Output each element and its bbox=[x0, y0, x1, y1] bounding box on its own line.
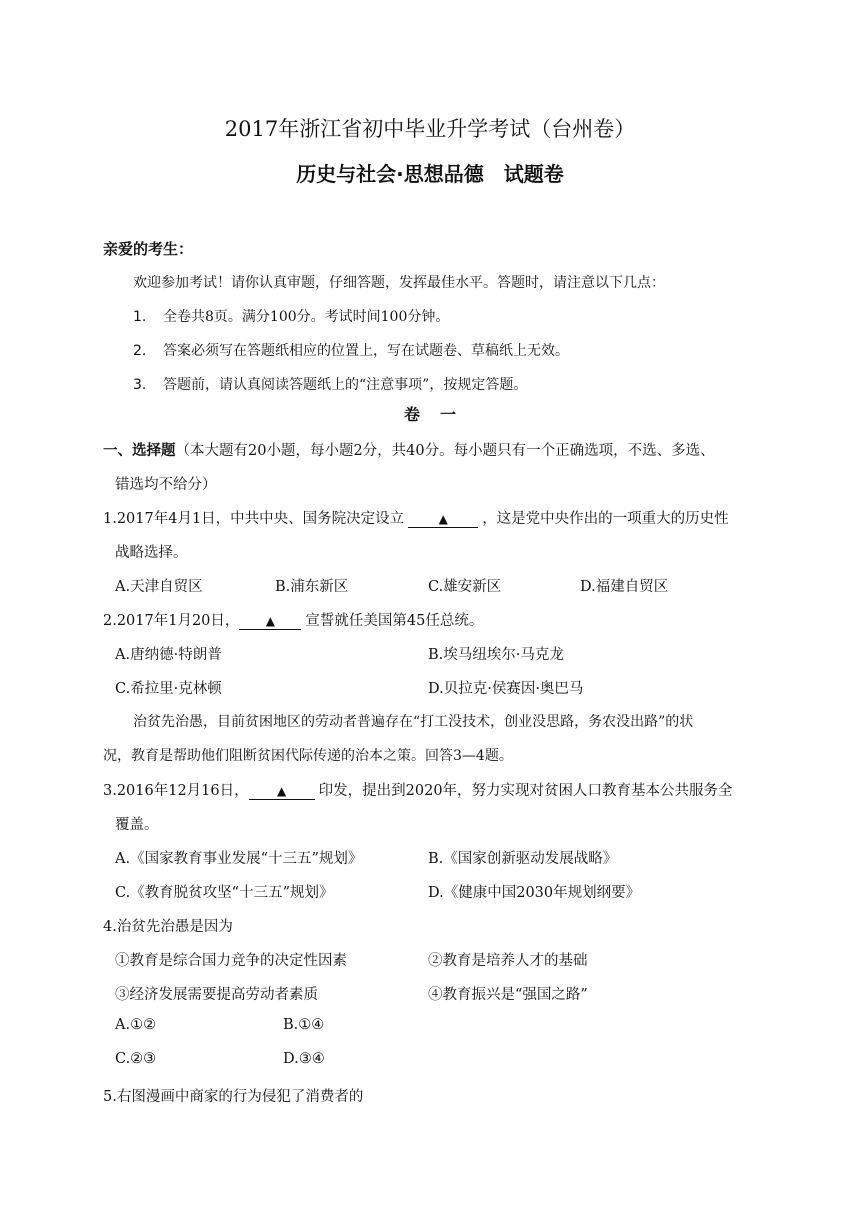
option-a: A.①② bbox=[115, 1017, 157, 1033]
question-text: ，这是党中央作出的一项重大的历史性 bbox=[482, 511, 729, 527]
question-text: 宣誓就任美国第45任总统。 bbox=[305, 613, 484, 629]
option-a: A.唐纳德·特朗普 bbox=[115, 647, 222, 663]
answer-blank: ▲ bbox=[249, 784, 315, 800]
notice-item bbox=[133, 340, 569, 360]
notice-text: 答案必须写在答题纸相应的位置上，写在试题卷、草稿纸上无效。 bbox=[163, 343, 569, 359]
question-text: 3.2016年12月16日， bbox=[103, 783, 249, 799]
question-3-stem-cont: 覆盖。 bbox=[115, 817, 159, 833]
section-description: （本大题有20小题，每小题2分，共40分。每小题只有一个正确选项，不选、多选、 bbox=[175, 443, 715, 459]
option-c: C.②③ bbox=[115, 1051, 157, 1067]
question-1-stem bbox=[103, 507, 729, 528]
question-text: 2.2017年1月20日， bbox=[103, 613, 240, 629]
section-heading: 一、选择题 bbox=[103, 443, 176, 459]
question-5-stem: 5.右图漫画中商家的行为侵犯了消费者的 bbox=[103, 1089, 364, 1105]
option-a: A.天津自贸区 bbox=[115, 579, 203, 595]
notice-text: 答题前，请认真阅读答题纸上的“注意事项”，按规定答题。 bbox=[163, 377, 528, 393]
section-description-cont: 错选均不给分） bbox=[115, 477, 217, 493]
answer-blank: ▲ bbox=[408, 512, 478, 528]
question-4-stem: 4.治贫先治愚是因为 bbox=[103, 919, 233, 935]
option-b: B.埃马纽埃尔·马克龙 bbox=[428, 647, 564, 663]
question-text: 印发，提出到2020年，努力实现对贫困人口教育基本公共服务全 bbox=[318, 783, 733, 799]
volume-label: 卷 bbox=[403, 405, 420, 424]
option-c: C.雄安新区 bbox=[428, 579, 502, 595]
notice-text: 全卷共8页。满分100分。考试时间100分钟。 bbox=[163, 309, 450, 325]
answer-blank: ▲ bbox=[239, 614, 301, 630]
option-b: B.《国家创新驱动发展战略》 bbox=[428, 851, 618, 867]
notice-item bbox=[133, 306, 449, 326]
material-text: 治贫先治愚，目前贫困地区的劳动者普遍存在“打工没技术，创业没思路，务农没出路”的状 bbox=[133, 714, 694, 730]
statement-2: ②教育是培养人才的基础 bbox=[428, 953, 588, 969]
option-b: B.浦东新区 bbox=[275, 579, 349, 595]
question-3-stem bbox=[103, 779, 733, 800]
option-d: D.贝拉克·侯赛因·奥巴马 bbox=[428, 681, 584, 697]
option-d: D.《健康中国2030年规划纲要》 bbox=[428, 885, 641, 901]
exam-subtitle: 历史与社会·思想品德 试题卷 bbox=[296, 162, 564, 186]
statement-3: ③经济发展需要提高劳动者素质 bbox=[115, 987, 318, 1003]
volume-heading bbox=[0, 402, 860, 425]
option-c: C.希拉里·克林顿 bbox=[115, 681, 222, 697]
option-b: B.①④ bbox=[283, 1017, 325, 1033]
intro-text: 欢迎参加考试！请你认真审题，仔细答题，发挥最佳水平。答题时，请注意以下几点： bbox=[133, 275, 665, 291]
notice-number: 3. bbox=[133, 377, 147, 393]
option-c: C.《教育脱贫攻坚“十三五”规划》 bbox=[115, 885, 334, 901]
notice-number: 1. bbox=[133, 309, 147, 325]
question-text: 1.2017年4月1日，中共中央、国务院决定设立 bbox=[103, 511, 405, 527]
statement-4: ④教育振兴是“强国之路” bbox=[428, 987, 588, 1003]
section-heading-line bbox=[103, 439, 715, 460]
notice-number: 2. bbox=[133, 343, 147, 359]
notice-item bbox=[133, 374, 527, 394]
material-text-cont: 况，教育是帮助他们阻断贫困代际传递的治本之策。回答3—4题。 bbox=[103, 748, 513, 764]
question-2-stem bbox=[103, 609, 483, 630]
volume-number: 一 bbox=[440, 405, 457, 424]
greeting: 亲爱的考生： bbox=[103, 240, 194, 258]
option-d: D.福建自贸区 bbox=[580, 579, 669, 595]
option-a: A.《国家教育事业发展“十三五”规划》 bbox=[115, 851, 363, 867]
question-1-stem-cont: 战略选择。 bbox=[115, 545, 188, 561]
option-d: D.③④ bbox=[283, 1051, 325, 1067]
exam-title: 2017年浙江省初中毕业升学考试（台州卷） bbox=[224, 117, 636, 141]
statement-1: ①教育是综合国力竞争的决定性因素 bbox=[115, 953, 347, 969]
